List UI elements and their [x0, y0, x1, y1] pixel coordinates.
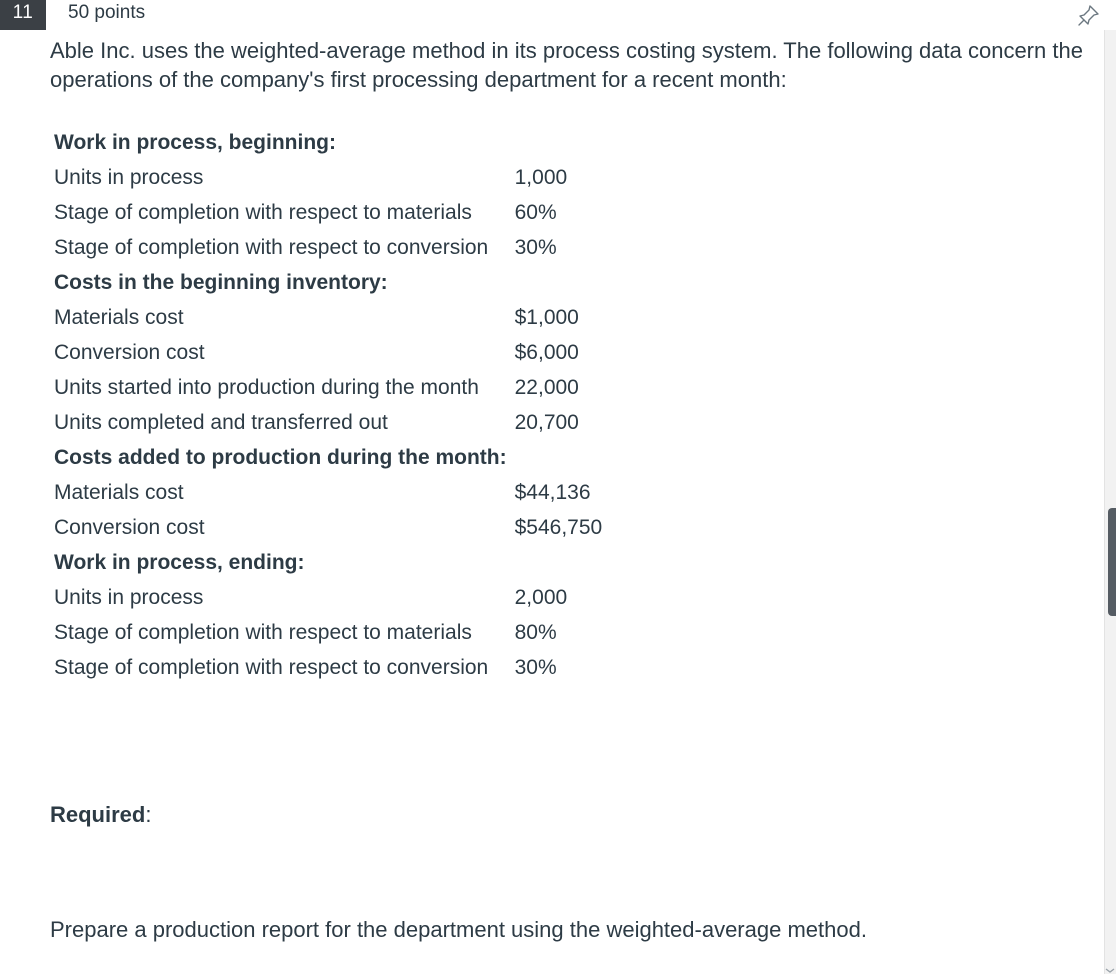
row-value [507, 265, 603, 300]
required-label: Required [50, 802, 146, 827]
question-intro-text: Able Inc. uses the weighted-average method in its process costing system. The following data concern the operations of the company's first processing department for a recent month: [50, 38, 1083, 92]
pin-icon[interactable] [1076, 2, 1102, 28]
row-label: Units started into production during the month [54, 376, 479, 399]
prepare-instruction: Prepare a production report for the department using the weighted-average method. [50, 917, 867, 942]
row-label: Materials cost [54, 306, 184, 329]
row-value: $6,000 [514, 341, 579, 364]
data-row [54, 615, 602, 650]
data-row [54, 370, 602, 405]
data-row [54, 195, 602, 230]
section-header-row [54, 440, 602, 475]
row-label: Conversion cost [54, 341, 205, 364]
row-value: 80% [514, 621, 557, 644]
row-label: Units completed and transferred out [54, 411, 388, 434]
row-label: Units in process [54, 166, 204, 189]
row-value: 60% [514, 201, 557, 224]
row-value: 20,700 [514, 411, 579, 434]
row-value: $44,136 [514, 481, 591, 504]
data-row [54, 475, 602, 510]
row-value: 1,000 [514, 166, 568, 189]
chevron-down-icon [1102, 960, 1116, 974]
section-header-label: Costs added to production during the month: [54, 446, 507, 469]
row-label: Stage of completion with respect to conversion [54, 656, 489, 679]
right-rail [1104, 30, 1116, 974]
section-header-row [54, 125, 602, 160]
data-row [54, 230, 602, 265]
question-number: 11 [0, 0, 46, 30]
row-value [507, 545, 603, 580]
data-row [54, 650, 602, 685]
section-header-label: Work in process, beginning: [54, 131, 336, 154]
question-content [0, 30, 1104, 974]
data-table [54, 125, 602, 685]
section-header-label: Work in process, ending: [54, 551, 305, 574]
required-colon: : [145, 802, 152, 827]
data-row [54, 405, 602, 440]
row-value [507, 440, 603, 475]
row-label: Materials cost [54, 481, 184, 504]
row-label: Units in process [54, 586, 204, 609]
data-row [54, 300, 602, 335]
row-label: Stage of completion with respect to conversion [54, 236, 489, 259]
question-header [0, 0, 1116, 30]
row-value [507, 125, 603, 160]
row-value: 22,000 [514, 376, 579, 399]
row-label: Conversion cost [54, 516, 205, 539]
row-value: $546,750 [514, 516, 603, 539]
data-table-body [54, 125, 602, 685]
row-label: Stage of completion with respect to materials [54, 201, 472, 224]
scrollbar-thumb[interactable] [1108, 508, 1116, 616]
data-row [54, 160, 602, 195]
row-value: 30% [514, 236, 557, 259]
data-row [54, 335, 602, 370]
row-value: $1,000 [514, 306, 579, 329]
row-value: 30% [514, 656, 557, 679]
row-label: Stage of completion with respect to materials [54, 621, 472, 644]
row-value: 2,000 [514, 586, 568, 609]
section-header-label: Costs in the beginning inventory: [54, 271, 388, 294]
required-heading [50, 802, 151, 828]
data-row [54, 580, 602, 615]
question-points: 50 points [68, 2, 146, 23]
data-row [54, 510, 602, 545]
section-header-row [54, 265, 602, 300]
section-header-row [54, 545, 602, 580]
